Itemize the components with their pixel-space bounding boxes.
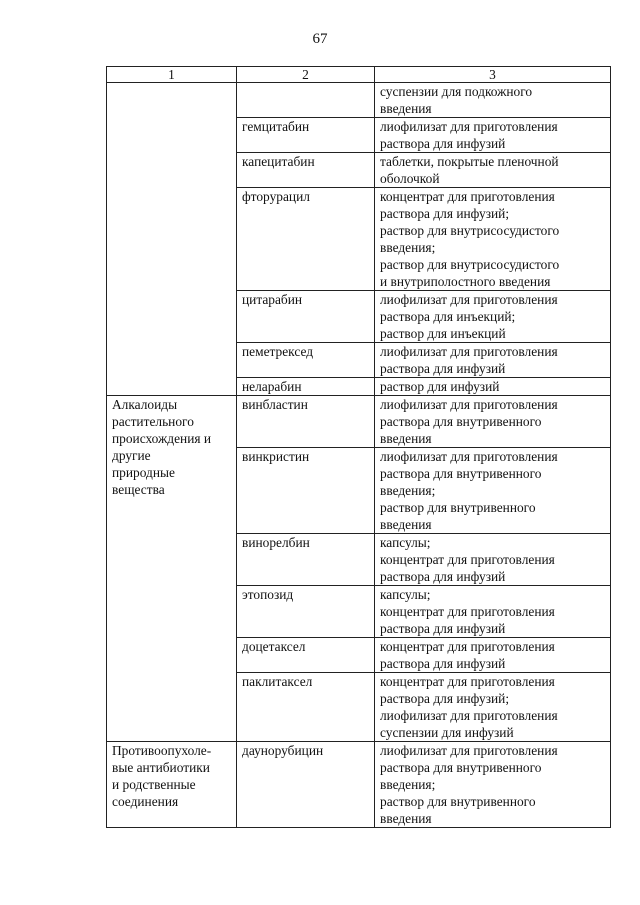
dosage-form-line: концентрат для приготовления	[380, 552, 555, 567]
group-name-line: происхождения и	[112, 431, 212, 446]
dosage-form-line: раствора для внутривенного	[380, 466, 542, 481]
dosage-form-line: раствора для инфузий	[380, 656, 506, 671]
dosage-form-line: раствор для внутривенного	[380, 500, 536, 515]
dosage-form-line: и внутриполостного введения	[380, 274, 551, 289]
dosage-form-line: раствора для внутривенного	[380, 414, 542, 429]
table-row	[107, 396, 611, 448]
group-name-line: вещества	[112, 482, 165, 497]
dosage-form-cell	[375, 343, 611, 378]
group-cell	[107, 396, 237, 742]
dosage-form-line: введения	[380, 811, 432, 826]
group-name-line: растительного	[112, 414, 194, 429]
table-row	[107, 83, 611, 118]
dosage-form-cell	[375, 153, 611, 188]
dosage-form-line: капсулы;	[380, 535, 431, 550]
dosage-form-line: раствора для внутривенного	[380, 760, 542, 775]
dosage-form-line: раствора для инфузий	[380, 621, 506, 636]
dosage-form-line: концентрат для приготовления	[380, 674, 555, 689]
dosage-form-line: суспензии для инфузий	[380, 725, 514, 740]
dosage-form-line: введения;	[380, 777, 436, 792]
drug-name: винкристин	[242, 449, 310, 464]
dosage-form-line: раствора для инфузий	[380, 361, 506, 376]
dosage-form-line: лиофилизат для приготовления	[380, 397, 558, 412]
dosage-form-cell	[375, 673, 611, 742]
dosage-form-cell	[375, 188, 611, 291]
dosage-form-cell	[375, 586, 611, 638]
drug-name: цитарабин	[242, 292, 303, 307]
drug-name-cell	[237, 638, 375, 673]
drug-name-cell	[237, 448, 375, 534]
dosage-form-line: оболочкой	[380, 171, 440, 186]
dosage-form-line: лиофилизат для приготовления	[380, 708, 558, 723]
drug-name: винбластин	[242, 397, 308, 412]
drug-name-cell	[237, 118, 375, 153]
group-name-line: другие	[112, 448, 151, 463]
dosage-form-cell	[375, 638, 611, 673]
dosage-form-line: введения	[380, 431, 432, 446]
dosage-form-line: введения;	[380, 483, 436, 498]
drug-name-cell	[237, 586, 375, 638]
dosage-form-line: капсулы;	[380, 587, 431, 602]
dosage-form-line: введения	[380, 101, 432, 116]
dosage-form-line: лиофилизат для приготовления	[380, 743, 558, 758]
table-row	[107, 742, 611, 828]
drug-name-cell	[237, 396, 375, 448]
dosage-form-line: раствор для внутривенного	[380, 794, 536, 809]
dosage-form-cell	[375, 448, 611, 534]
group-name-line: Алкалоиды	[112, 397, 178, 412]
header-row	[107, 67, 611, 83]
drug-name: пеметрексед	[242, 344, 314, 359]
dosage-form-line: лиофилизат для приготовления	[380, 292, 558, 307]
dosage-form-line: концентрат для приготовления	[380, 604, 555, 619]
drug-name-cell	[237, 83, 375, 118]
drug-name-cell	[237, 343, 375, 378]
dosage-form-line: раствора для инфузий	[380, 136, 506, 151]
dosage-form-line: раствор для инъекций	[380, 326, 506, 341]
drug-name: фторурацил	[242, 189, 310, 204]
dosage-form-line: раствора для инфузий;	[380, 206, 510, 221]
drug-name: доцетаксел	[242, 639, 306, 654]
drug-name-cell	[237, 291, 375, 343]
drug-name: даунорубицин	[242, 743, 324, 758]
group-name-line: Противоопухоле-	[112, 743, 212, 758]
group-name-line: соединения	[112, 794, 179, 809]
dosage-form-cell	[375, 378, 611, 396]
dosage-form-cell	[375, 534, 611, 586]
dosage-form-line: лиофилизат для приготовления	[380, 344, 558, 359]
group-name-line: и родственные	[112, 777, 196, 792]
dosage-form-line: раствора для инфузий;	[380, 691, 510, 706]
dosage-form-line: концентрат для приготовления	[380, 189, 555, 204]
drug-name-cell	[237, 378, 375, 396]
dosage-form-line: таблетки, покрытые пленочной	[380, 154, 559, 169]
dosage-form-line: суспензии для подкожного	[380, 84, 533, 99]
group-cell	[107, 83, 237, 396]
group-cell	[107, 742, 237, 828]
drug-name: капецитабин	[242, 154, 315, 169]
column-header-3: 3	[375, 67, 611, 83]
dosage-form-cell	[375, 118, 611, 153]
drug-name-cell	[237, 673, 375, 742]
page-number: 67	[312, 31, 328, 47]
dosage-form-line: лиофилизат для приготовления	[380, 119, 558, 134]
drug-name: винорелбин	[242, 535, 310, 550]
dosage-form-cell	[375, 742, 611, 828]
drug-name: гемцитабин	[242, 119, 310, 134]
dosage-form-line: введения	[380, 517, 432, 532]
group-name-line: природные	[112, 465, 175, 480]
dosage-form-cell	[375, 291, 611, 343]
dosage-form-line: раствор для внутрисосудистого	[380, 223, 560, 238]
column-header-1: 1	[107, 67, 237, 83]
drug-name: паклитаксел	[242, 674, 313, 689]
dosage-form-line: раствора для инфузий	[380, 569, 506, 584]
group-name-line: вые антибиотики	[112, 760, 210, 775]
dosage-form-line: концентрат для приготовления	[380, 639, 555, 654]
dosage-form-cell	[375, 396, 611, 448]
dosage-form-cell	[375, 83, 611, 118]
drug-name-cell	[237, 534, 375, 586]
drug-name-cell	[237, 188, 375, 291]
dosage-form-line: раствора для инъекций;	[380, 309, 516, 324]
drug-name-cell	[237, 742, 375, 828]
drug-name: этопозид	[242, 587, 294, 602]
drug-name: неларабин	[242, 379, 302, 394]
dosage-form-line: раствор для внутрисосудистого	[380, 257, 560, 272]
drug-table	[106, 66, 611, 828]
column-header-2: 2	[237, 67, 375, 83]
dosage-form-line: лиофилизат для приготовления	[380, 449, 558, 464]
dosage-form-line: раствор для инфузий	[380, 379, 500, 394]
table-body	[107, 83, 611, 828]
drug-name-cell	[237, 153, 375, 188]
dosage-form-line: введения;	[380, 240, 436, 255]
